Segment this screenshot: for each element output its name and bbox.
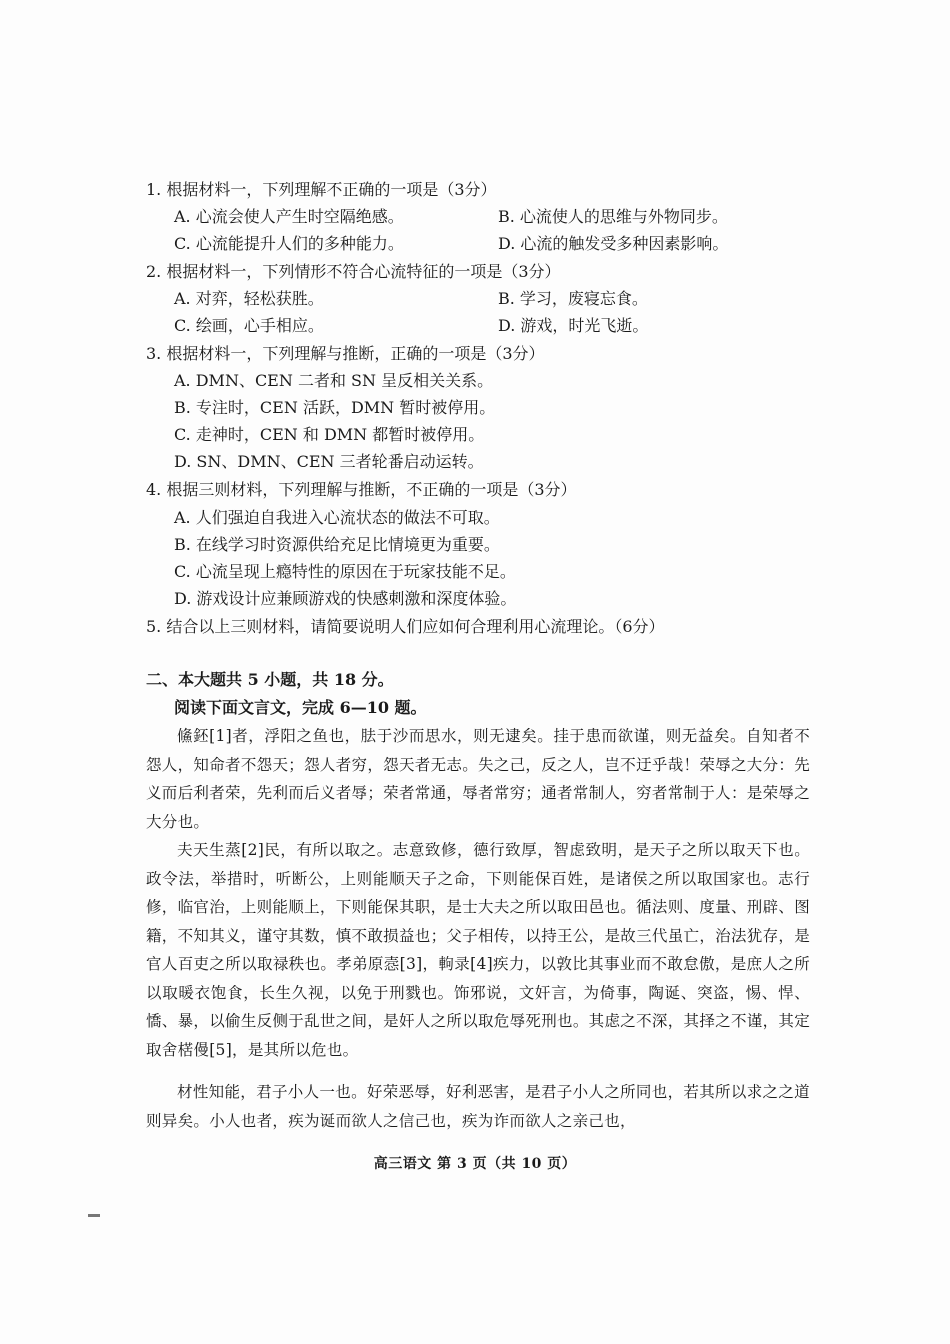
section-2-intro: 阅读下面文言文，完成 6—10 题。: [174, 698, 427, 717]
page-footer: 高三语文 第 3 页（共 10 页）: [373, 1156, 577, 1172]
question-2-option-d: D. 游戏，时光飞逝。: [498, 316, 649, 335]
question-4-option-c: C. 心流呈现上瘾特性的原因在于玩家技能不足。: [174, 562, 516, 581]
question-1-option-c: C. 心流能提升人们的多种能力。: [174, 234, 404, 253]
passage-paragraph-1: 鯈鉟[1]者，浮阳之鱼也，胠于沙而思水，则无逮矣。挂于患而欲谨，则无益矣。自知者不怨人，知命者不怨天；怨人者穷，怨天者无志。失之己，反之人，岂不迂乎哉！荣辱之大分：先义而后利者荣，先利而后义者辱；荣者常通，辱者常穷；通者常制人，穷者常制于人：是荣辱之大分也。: [146, 727, 810, 831]
question-2-option-a: A. 对弈，轻松获胜。: [174, 289, 324, 308]
scan-mark: [88, 1214, 100, 1217]
question-3-option-a: A. DMN、CEN 二者和 SN 呈反相关关系。: [174, 371, 494, 390]
question-4-stem: 4. 根据三则材料，下列理解与推断，不正确的一项是（3分）: [146, 480, 577, 499]
question-4-option-b: B. 在线学习时资源供给充足比情境更为重要。: [174, 535, 500, 554]
question-2-option-c: C. 绘画，心手相应。: [174, 316, 324, 335]
question-1-option-d: D. 心流的触发受多种因素影响。: [498, 234, 729, 253]
question-3-stem: 3. 根据材料一，下列理解与推断，正确的一项是（3分）: [146, 344, 545, 363]
question-1-option-b: B. 心流使人的思维与外物同步。: [498, 207, 728, 226]
question-3-option-b: B. 专注时，CEN 活跃，DMN 暂时被停用。: [174, 398, 496, 417]
question-1-stem: 1. 根据材料一，下列理解不正确的一项是（3分）: [146, 180, 497, 199]
passage-paragraph-3: 材性知能，君子小人一也。好荣恶辱，好利恶害，是君子小人之所同也，若其所以求之之道则异矣。小人也者，疾为诞而欲人之信己也，疾为诈而欲人之亲己也，: [146, 1083, 810, 1130]
question-3-option-c: C. 走神时，CEN 和 DMN 都暂时被停用。: [174, 425, 485, 444]
question-1-option-a: A. 心流会使人产生时空隔绝感。: [174, 207, 404, 226]
section-2-title: 二、本大题共 5 小题，共 18 分。: [146, 670, 394, 689]
question-5-stem: 5. 结合以上三则材料，请简要说明人们应如何合理利用心流理论。（6分）: [146, 617, 665, 636]
passage-paragraph-2: 夫天生蒸[2]民，有所以取之。志意致修，德行致厚，智虑致明，是天子之所以取天下也。政令法，举措时，听断公，上则能顺天子之命，下则能保百姓，是诸侯之所以取国家也。志行修，临官治，上则能顺上，下则能保其职，是士大夫之所以取田邑也。循法则、度量、刑辟、图籍，不知其义，谨守其数，慎不敢损益也；父子相传，以持王公，是故三代虽亡，治法犹存，是官人百吏之所以取禄秩也。孝弟原悫[3]，軥录[4]疾力，以敦比其事业而不敢怠傲，是庶人之所以取暖衣饱食，长生久视，以免于刑戮也。饰邪说，文奸言，为倚事，陶诞、突盗，惕、悍、憍、暴，以偷生反侧于乱世之间，是奸人之所以取危辱死刑也。其虑之不深，其择之不谨，其定取舍楛僈[5]，是其所以危也。: [146, 841, 810, 1059]
question-2-option-b: B. 学习，废寝忘食。: [498, 289, 648, 308]
question-3-option-d: D. SN、DMN、CEN 三者轮番启动运转。: [174, 452, 484, 471]
question-2-stem: 2. 根据材料一，下列情形不符合心流特征的一项是（3分）: [146, 262, 561, 281]
question-4-option-a: A. 人们强迫自我进入心流状态的做法不可取。: [174, 508, 500, 527]
question-4-option-d: D. 游戏设计应兼顾游戏的快感刺激和深度体验。: [174, 589, 517, 608]
